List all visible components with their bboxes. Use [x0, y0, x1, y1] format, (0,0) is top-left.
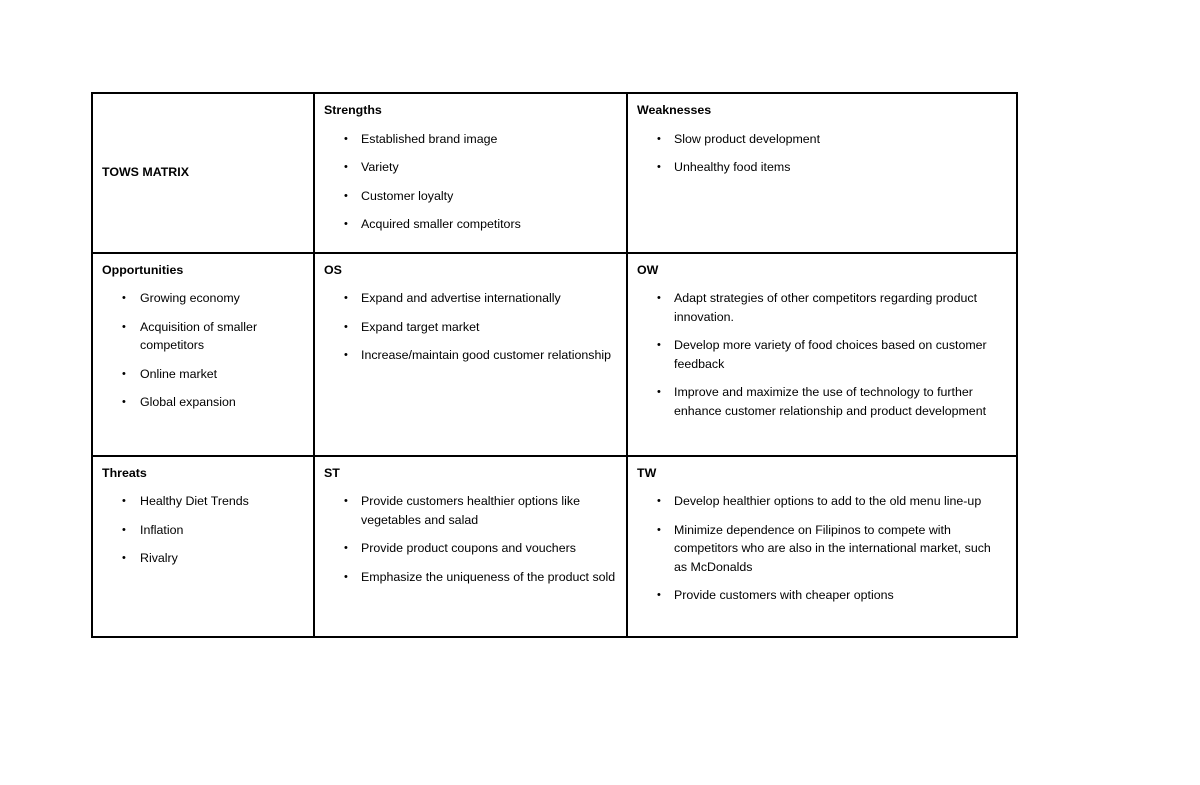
os-list — [324, 289, 617, 365]
opportunities-list — [102, 289, 304, 412]
table-row-opportunities — [92, 253, 1017, 456]
os-heading: OS — [324, 262, 342, 277]
bullet-icon: • — [344, 542, 348, 554]
list-item-text: Expand and advertise internationally — [361, 291, 561, 305]
list-item-text: Rivalry — [140, 551, 178, 565]
threats-heading: Threats — [102, 465, 147, 480]
threats-list — [102, 492, 304, 568]
bullet-icon: • — [344, 570, 348, 583]
list-item-text: Expand target market — [361, 319, 480, 334]
tw-list — [637, 492, 1007, 605]
list-item-text: Slow product development — [674, 131, 821, 146]
list-item — [102, 492, 304, 511]
bullet-icon: • — [344, 161, 348, 173]
list-item-text: Growing economy — [140, 291, 240, 305]
list-item-text: Acquisition of smaller competitors — [140, 319, 258, 352]
list-item-text: Healthy Diet Trends — [140, 494, 249, 508]
list-item-text: Provide product coupons and vouchers — [361, 541, 576, 555]
list-item — [324, 215, 617, 234]
list-item-text: Increase/maintain good customer relationship — [361, 348, 612, 362]
bullet-icon: • — [657, 386, 661, 398]
threats-cell — [92, 456, 314, 637]
weaknesses-cell — [627, 93, 1017, 253]
list-item-text: Adapt strategies of other competitors regarding product innovation. — [674, 291, 978, 324]
os-cell — [314, 253, 627, 456]
bullet-icon: • — [344, 495, 348, 507]
list-item-text: Variety — [361, 160, 399, 174]
list-item — [324, 158, 617, 177]
opportunities-heading: Opportunities — [102, 262, 184, 277]
bullet-icon: • — [122, 552, 126, 564]
list-item-text: Provide customers healthier options like vegetables and salad — [361, 494, 581, 527]
tows-matrix-table — [91, 92, 1018, 638]
bullet-icon: • — [344, 292, 348, 304]
list-item-text: Minimize dependence on Filipinos to compete with competitors who are also in the international market, such as McDonalds — [674, 522, 991, 574]
list-item-text: Established brand image — [361, 131, 498, 146]
table-row-threats — [92, 456, 1017, 637]
weaknesses-heading: Weaknesses — [637, 103, 712, 117]
tw-cell — [627, 456, 1017, 637]
list-item — [637, 336, 1007, 373]
list-item-text: Unhealthy food items — [674, 160, 791, 174]
list-item — [324, 130, 617, 149]
bullet-icon: • — [657, 523, 661, 536]
bullet-icon: • — [122, 495, 126, 507]
list-item — [637, 158, 1007, 177]
list-item — [637, 492, 1007, 511]
list-item-text: Develop more variety of food choices based on customer feedback — [674, 338, 987, 371]
list-item — [324, 492, 617, 529]
list-item-text: Global expansion — [140, 395, 236, 409]
list-item-text: Acquired smaller competitors — [361, 217, 521, 231]
list-item — [324, 289, 617, 308]
bullet-icon: • — [344, 349, 348, 361]
list-item-text: Emphasize the uniqueness of the product sold — [361, 569, 616, 584]
bullet-icon: • — [344, 132, 348, 145]
list-item-text: Provide customers with cheaper options — [674, 588, 894, 602]
tw-heading: TW — [637, 465, 657, 480]
bullet-icon: • — [122, 523, 126, 536]
bullet-icon: • — [657, 339, 661, 351]
st-list — [324, 492, 617, 586]
list-item — [324, 539, 617, 558]
weaknesses-list — [637, 130, 1007, 177]
list-item — [102, 365, 304, 384]
ow-cell — [627, 253, 1017, 456]
bullet-icon: • — [657, 589, 661, 601]
bullet-icon: • — [657, 292, 661, 304]
bullet-icon: • — [122, 320, 126, 333]
st-cell — [314, 456, 627, 637]
strengths-list — [324, 130, 617, 234]
corner-cell — [92, 93, 314, 253]
tows-matrix-label: TOWS MATRIX — [102, 165, 189, 179]
list-item — [637, 521, 1007, 577]
list-item — [637, 383, 1007, 420]
table-row-header — [92, 93, 1017, 253]
bullet-icon: • — [344, 320, 348, 333]
ow-list — [637, 289, 1007, 420]
st-heading: ST — [324, 465, 340, 480]
strengths-heading: Strengths — [324, 103, 382, 117]
bullet-icon: • — [122, 292, 126, 304]
list-item — [102, 521, 304, 540]
list-item — [324, 318, 617, 337]
strengths-cell — [314, 93, 627, 253]
bullet-icon: • — [344, 189, 348, 202]
ow-heading: OW — [637, 262, 659, 277]
list-item-text: Inflation — [140, 522, 184, 537]
list-item-text: Improve and maximize the use of technology to further enhance customer relationship and product development — [674, 385, 987, 418]
list-item — [324, 187, 617, 206]
list-item — [102, 289, 304, 308]
list-item — [102, 393, 304, 412]
list-item — [637, 586, 1007, 605]
list-item-text: Customer loyalty — [361, 188, 454, 203]
bullet-icon: • — [122, 396, 126, 408]
list-item — [637, 130, 1007, 149]
list-item — [324, 568, 617, 587]
list-item-text: Online market — [140, 366, 218, 381]
bullet-icon: • — [657, 132, 661, 145]
list-item — [637, 289, 1007, 326]
list-item — [102, 318, 304, 355]
list-item-text: Develop healthier options to add to the old menu line-up — [674, 494, 982, 508]
bullet-icon: • — [657, 161, 661, 173]
bullet-icon: • — [122, 367, 126, 380]
bullet-icon: • — [657, 495, 661, 507]
opportunities-cell — [92, 253, 314, 456]
bullet-icon: • — [344, 218, 348, 230]
list-item — [102, 549, 304, 568]
list-item — [324, 346, 617, 365]
